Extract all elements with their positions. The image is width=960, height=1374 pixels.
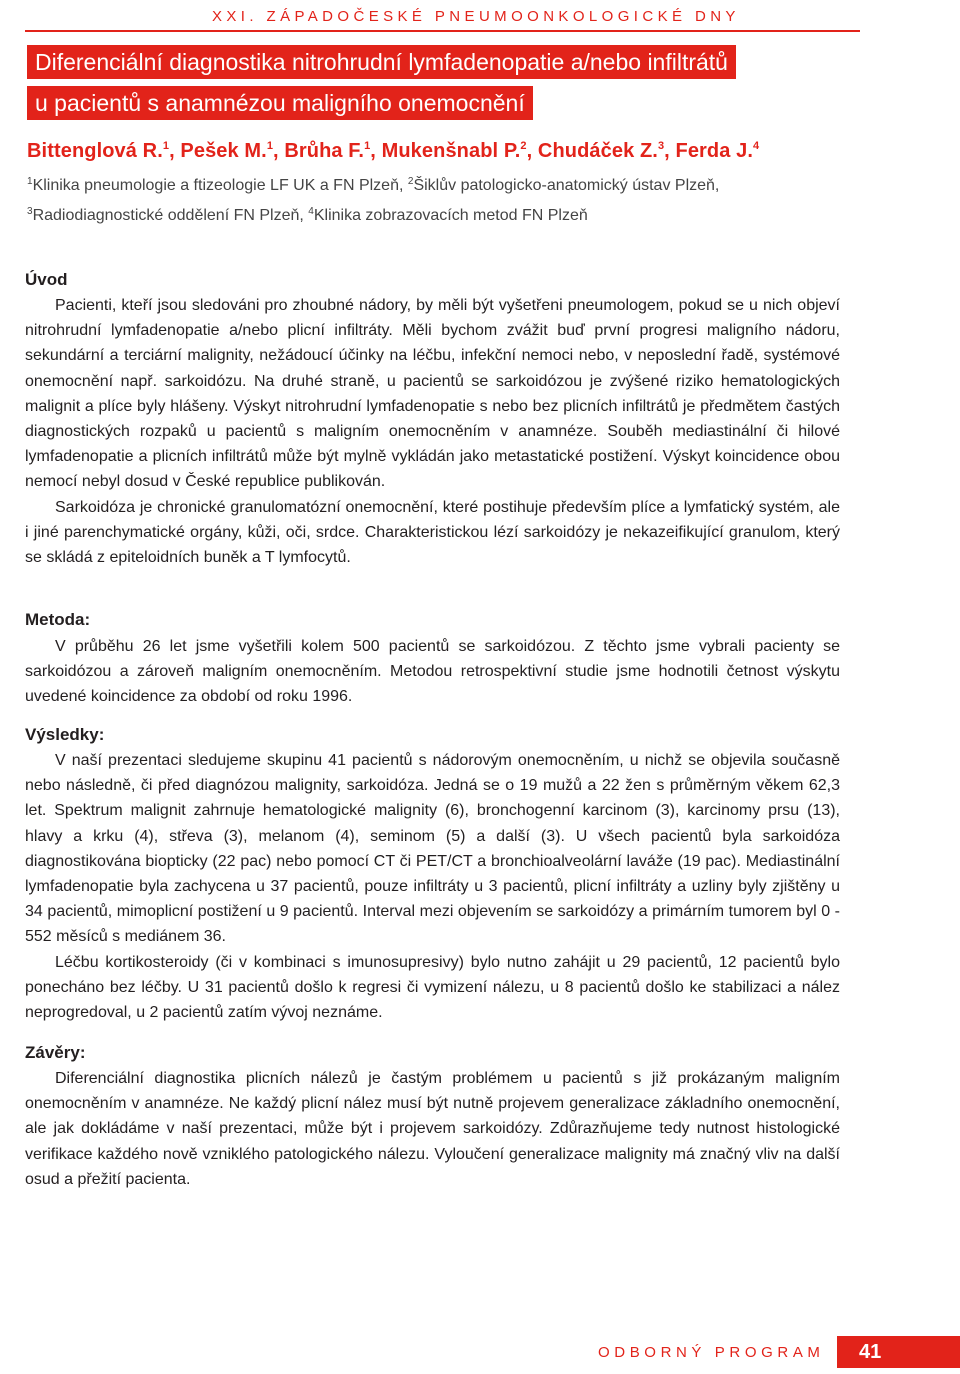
author-affiliation-number: 4 xyxy=(753,140,760,152)
paragraph: V naší prezentaci sledujeme skupinu 41 pacientů s nádorovým onemocněním, u nichž se objevila současně nebo následně, či před diagnózou malignity, sarkoidóza. Jedná se o 19 mužů a 22 žen s průměrným věkem 62,3 let. Spektrum malignit zahrnuje hematologické malignity (6), bronchogenní karcinom (3), karcinomy prsu (13), hlavy a krku (4), střeva (3), melanom (4), seminom (5) a další (3). U všech pacientů byla sarkoidóza diagnostikována biopticky (22 pac) nebo pomocí CT či PET/CT a bronchioalveolární laváže (19 pac). Mediastinální lymfadenopatie byla zachycena u 37 pacientů, pouze infiltráty u 3 pacientů, plicní infiltráty a uzliny byly zjištěny u 34 pacientů, mimoplicní postižení u 9 pacientů. Interval mezi objevením se sarkoidózy a primárním tumorem byl 0 - 552 měsíců s mediánem 36. xyxy=(25,752,840,946)
section-heading-vysledky: Výsledky: xyxy=(25,725,105,744)
author-affiliation-number: 3 xyxy=(657,140,665,152)
section-heading-zavery: Závěry: xyxy=(25,1043,86,1062)
title-line-1: Diferenciální diagnostika nitrohrudní lymfadenopatie a/nebo infiltrátů xyxy=(27,45,736,79)
paragraph: Pacienti, kteří jsou sledováni pro zhoubné nádory, by měli být vyšetřeni pneumologem, pokud se u nich objeví nitrohrudní lymfadenopatie a/nebo plicní infiltráty. Měli bychom zvážit buď první progresi maligního nádoru, sekundární a terciární malignity, nežádoucí účinky na léčbu, infekční nemoci nebo, v neposlední řadě, systémové onemocnění např. sarkoidózu. Na druhé straně, u pacientů se sarkoidózou je zvýšené riziko hematologických malignit a plíce byly hlášeny. Výskyt nitrohrudní lymfadenopatie s nebo bez plicních infiltrátů je předmětem častých diagnostických rozpaků u pacientů s maligním onemocněním v anamnéze. Souběh mediastinální či hilové lymfadenopatie a plicních infiltrátů může být mylně vykládán jako metastatické postižení. Výskyt koincidence obou nemocí nebyl dosud v České republice publikován. xyxy=(25,297,840,491)
section-heading-uvod: Úvod xyxy=(25,270,68,289)
affiliation-text: Klinika zobrazovacích metod FN Plzeň xyxy=(313,207,588,224)
affiliation-number: 2 xyxy=(407,176,414,187)
title-line-2: u pacientů s anamnézou maligního onemocnění xyxy=(27,86,533,120)
paragraph: Diferenciální diagnostika plicních nálezů je častým problémem u pacientů s již prokázaným maligním onemocněním v anamnéze. Ne každý plicní nález musí být nutně projevem generalizace základního onemocnění, ale jak dokládáme v naší prezentaci, může být i projevem sarkoidózy. Zdůrazňujeme tedy nutnost histologické verifikace každého nově vzniklého patologického nálezu. Vyloučení generalizace malignity má značný vliv na další osud a přežití pacienta. xyxy=(25,1070,840,1188)
affiliation-line-2 xyxy=(27,206,588,225)
header-rule xyxy=(25,30,860,32)
author-name: Mukenšnabl P. xyxy=(381,140,521,162)
section-body-metoda xyxy=(25,634,840,710)
paragraph: Léčbu kortikosteroidy (či v kombinaci s imunosupresivy) bylo nutno zahájit u 29 pacientů, 12 pacientů bylo ponecháno bez léčby. U 31 pacientů došlo k regresi či vymizení nálezu, u 8 pacientů došlo ke stabilizaci a nález neprogredoval, u 2 pacientů zatím vývoj neznáme. xyxy=(25,953,840,1022)
author-list: Bittenglová R.$^1$, Pešek M.$^1$, Brůha F.$^1$, Mukenšnabl P.$^2$, Chudáček Z.$^3$, Ferda J.$^4$ xyxy=(27,140,760,162)
section-body-vysledky xyxy=(25,748,840,1025)
paragraph: V průběhu 26 let jsme vyšetřili kolem 500 pacientů se sarkoidózou. Z těchto jsme vybrali pacienty se sarkoidózou a zároveň maligním onemocněním. Metodou retrospektivní studie jsme hodnotili četnost výskytu uvedené koincidence za období od roku 1996. xyxy=(25,638,840,706)
page-number: 41 xyxy=(837,1336,960,1368)
author-affiliation-number: 1 xyxy=(162,140,170,152)
footer-section-label: ODBORNÝ PROGRAM xyxy=(598,1344,825,1361)
author-affiliation-number: 1 xyxy=(266,140,274,152)
affiliation-text: Klinika pneumologie a ftizeologie LF UK a FN Plzeň, xyxy=(32,177,408,194)
section-body-zavery xyxy=(25,1066,840,1192)
author-name: Brůha F. xyxy=(284,140,365,162)
author-affiliation-number: 2 xyxy=(520,140,527,152)
author-affiliation-number: 1 xyxy=(364,140,371,152)
affiliation-text: Šiklův patologicko-anatomický ústav Plzeň, xyxy=(413,177,720,194)
author-name: Ferda J. xyxy=(675,140,753,162)
conference-header: XXI. ZÁPADOČESKÉ PNEUMOONKOLOGICKÉ DNY xyxy=(212,8,740,25)
affiliation-number: 4 xyxy=(308,206,314,217)
section-heading-metoda: Metoda: xyxy=(25,610,91,629)
affiliation-text: Radiodiagnostické oddělení FN Plzeň, xyxy=(32,207,309,224)
section-body-uvod xyxy=(25,293,840,570)
affiliation-number: 1 xyxy=(27,176,33,187)
affiliation-line-1 xyxy=(27,176,719,195)
paragraph: Sarkoidóza je chronické granulomatózní onemocnění, které postihuje především plíce a lymfatický systém, ale i jiné parenchymatické orgány, kůži, oči, srdce. Charakteristickou lézí sarkoidózy je nekazeifikující granulom, který se skládá z epiteloidních buněk a T lymfocytů. xyxy=(25,498,840,567)
author-name: Bittenglová R. xyxy=(27,140,163,162)
affiliation-number: 3 xyxy=(27,206,33,217)
author-name: Chudáček Z. xyxy=(537,140,658,162)
author-name: Pešek M. xyxy=(180,140,267,162)
